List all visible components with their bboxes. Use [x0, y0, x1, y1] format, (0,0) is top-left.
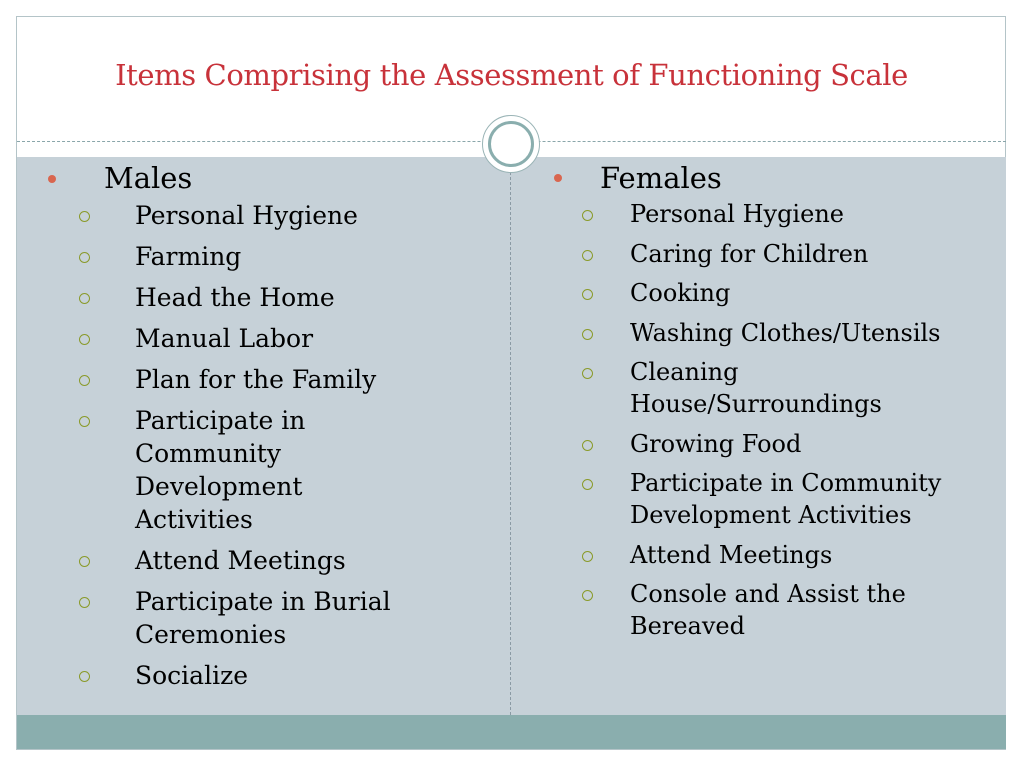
males-heading-label: Males [104, 161, 193, 195]
list-item: Participate in Community Development Activities [42, 404, 502, 536]
list-item: Participate in Community Development Activities [548, 467, 988, 531]
slide-title: Items Comprising the Assessment of Functioning Scale [115, 58, 908, 92]
females-item-list [548, 198, 988, 642]
ring-bullet-icon [79, 334, 90, 345]
list-item: Console and Assist the Bereaved [548, 578, 988, 642]
ring-bullet-icon [79, 252, 90, 263]
ring-bullet-icon [582, 250, 593, 261]
females-heading-label: Females [600, 161, 722, 195]
ring-bullet-icon [79, 416, 90, 427]
footer-band [17, 715, 1006, 749]
ring-bullet-icon [79, 671, 90, 682]
females-heading [548, 160, 988, 196]
ring-bullet-icon [79, 556, 90, 567]
ring-bullet-icon [582, 479, 593, 490]
ring-bullet-icon [582, 210, 593, 221]
list-item: Growing Food [548, 428, 988, 460]
list-item: Farming [42, 240, 502, 273]
list-item: Socialize [42, 659, 502, 692]
list-item: Plan for the Family [42, 363, 502, 396]
ring-bullet-icon [582, 551, 593, 562]
ring-bullet-icon [79, 597, 90, 608]
ring-bullet-icon [582, 289, 593, 300]
females-column [548, 160, 988, 650]
bullet-icon [48, 175, 56, 183]
list-item: Participate in Burial Ceremonies [42, 585, 502, 651]
column-divider [510, 157, 511, 715]
list-item: Washing Clothes/Utensils [548, 317, 988, 349]
list-item: Head the Home [42, 281, 502, 314]
ring-bullet-icon [79, 293, 90, 304]
list-item: Personal Hygiene [548, 198, 988, 230]
males-column [42, 160, 502, 700]
list-item: Manual Labor [42, 322, 502, 355]
males-item-list [42, 199, 502, 692]
list-item: Attend Meetings [548, 539, 988, 571]
list-item: Personal Hygiene [42, 199, 502, 232]
ring-bullet-icon [582, 590, 593, 601]
list-item: Cooking [548, 277, 988, 309]
ring-bullet-icon [582, 440, 593, 451]
males-heading [42, 160, 502, 196]
ring-bullet-icon [582, 368, 593, 379]
ring-bullet-icon [582, 329, 593, 340]
list-item: Attend Meetings [42, 544, 502, 577]
list-item: Cleaning House/Surroundings [548, 356, 988, 420]
bullet-icon [554, 174, 562, 182]
list-item: Caring for Children [548, 238, 988, 270]
ring-bullet-icon [79, 375, 90, 386]
ring-bullet-icon [79, 211, 90, 222]
